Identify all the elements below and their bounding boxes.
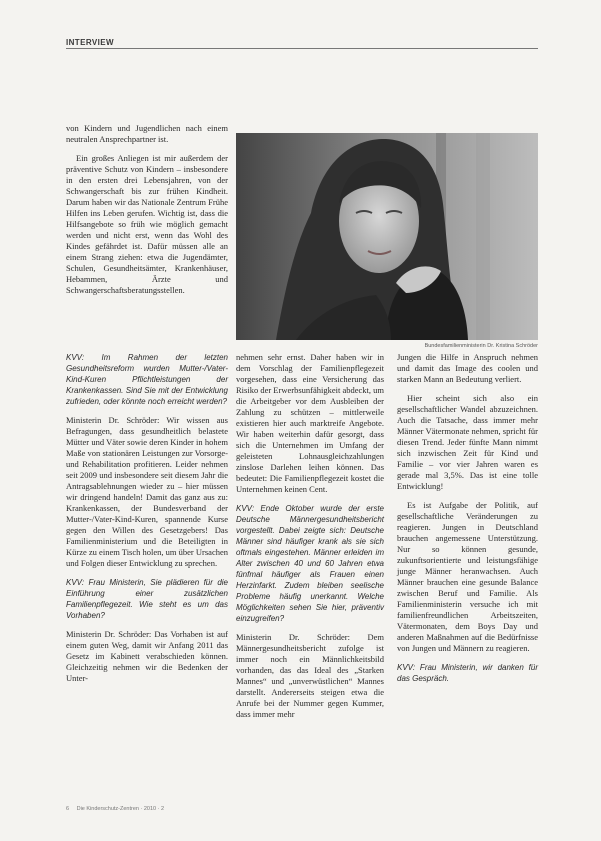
paragraph: von Kindern und Jugendlichen nach einem neutralen Ansprechpartner ist. (66, 123, 228, 144)
answer-text: Das Vorhaben ist auf einem guten Weg, damit wir Anfang 2011 das Gesetz im Kabinett verabschieden können. Gleichzeitig nehmen wir die Bedenken der Unter- (66, 629, 228, 683)
section-rubric: INTERVIEW (66, 38, 114, 47)
answer: Hier scheint sich also ein gesellschaftlicher Wandel abzuzeichnen. Auch die Tatsache, dass immer mehr Männer Vätermonate nehmen, spricht für diesen Trend. Jeder fünfte Mann nimmt sich inzwischen Zeit für Kind und Familie – vor vier Jahren waren es gerade mal 3,5%. Das ist eine tolle Entwicklung! (397, 393, 538, 491)
question: KVV: Im Rahmen der letzten Gesundheitsreform wurden Mutter-/Vater-Kind-Kuren Pflichtleistungen der Krankenkassen. Sind Sie mit der Entwicklung zufrieden, oder könnte noch erreicht werden? (66, 353, 228, 406)
answer (66, 415, 228, 569)
question: KVV: Frau Ministerin, Sie plädieren für die Einführung einer zusätzlichen Familienpflegezeit. Wie steht es um das Vorhaben? (66, 578, 228, 620)
photo-caption: Bundesfamilienministerin Dr. Kristina Schröder (424, 343, 538, 349)
column-2 (236, 352, 384, 728)
portrait-photo (236, 133, 538, 340)
column-1-bottom (66, 352, 228, 692)
speaker: Ministerin Dr. Schröder: (66, 415, 160, 425)
question: KVV: Ende Oktober wurde der erste Deutsche Männergesundheitsbericht vorgestellt. Dabei zeigte sich: Deutsche Männer sind häufiger krank als sie sich oftmals eingestehen. Männer erleiden im Alter zwischen 40 und 60 Jahren etwa fünfmal häufiger als Frauen einen Herzinfarkt. Zudem bleiben seelische Probleme häufig unerkannt. Welche Möglichkeiten sehen Sie hier, präventiv einzugreifen? (236, 504, 384, 623)
column-3 (397, 352, 538, 692)
paragraph: Ein großes Anliegen ist mir außerdem der präventive Schutz von Kindern – insbesondere in den ersten drei Lebensjahren, von der Schwangerschaft bis zur frühen Kindheit. Darum haben wir das Nationale Zentrum Frühe Hilfen ins Leben gerufen. Wichtig ist, dass die Hilfsangebote so früh wie möglich gemacht werden und nicht erst, wenn das Wohl des Kindes gefährdet ist. Dafür müssen alle an einem Strang ziehen: etwa die Jugendämter, Schulen, Gesundheitsämter, Krankenhäuser, Hebammen, Ärzte und Schwangerschaftsberatungsstellen. (66, 153, 228, 295)
answer-text: Wir wissen aus Befragungen, dass gesundheitlich belastete Mütter und Väter sowie deren Kinder in hohem Maße von stationären Leistungen zur Vorsorge- und Rehabilitation profitieren. Leider nehmen seit 2009 und insbesondere seit diesem Jahr die Antragsablehnungen wieder zu – hier müssen wir dringend handeln! Damit das ganz aus zu: Krankenkassen, der Bundesverband der Mutter-/Vater-Kind-Kuren, spannende Kurse gegen den Willen des Gesetzgebers! Das Familienministerium und die Beteiligten in Kürze zu einem Tisch holen, um über Ursachen und Folgen dieser Entwicklung zu sprechen. (66, 415, 228, 568)
answer: Es ist Aufgabe der Politik, auf gesellschaftliche Veränderungen zu reagieren. Jungen in Deutschland brauchen angemessene Unterstützung. Nur so können gesunde, zukunftsorientierte und leistungsfähige junge Männer heranwachsen. Auch Männer brauchen eine gesunde Balance zwischen Beruf und Familie. Als Familienministerin versuche ich mit familienfreundlichen Arbeitszeiten, Vätermonaten, dem Boys Day und anderen Maßnahmen auf die Bedürfnisse von Jungen und Männern zu reagieren. (397, 500, 538, 653)
page-number: 6 (66, 806, 70, 812)
answer (236, 632, 384, 720)
speaker: Ministerin Dr. Schröder: (236, 632, 351, 642)
portrait-photo-image (236, 133, 538, 340)
answer-text: Dem Männergesundheitsbericht zufolge ist immer noch ein Männlichkeitsbild vorhanden, das das Ideal des „Starken Mannes“ und „unverwüstlichen“ Mannes darstellt. Andererseits steigen etwa die Anrufe bei der Nummer gegen Kummer, dass immer mehr (236, 632, 384, 719)
header-rule (66, 48, 538, 49)
answer (66, 629, 228, 684)
speaker: Ministerin Dr. Schröder: (66, 629, 152, 639)
column-1-top (66, 123, 228, 304)
question: KVV: Frau Ministerin, wir danken für das Gespräch. (397, 663, 538, 683)
page-footer (66, 806, 164, 812)
answer: Jungen die Hilfe in Anspruch nehmen und damit das Image des coolen und starken Mann an Bedeutung verliert. (397, 352, 538, 384)
answer: nehmen sehr ernst. Daher haben wir in dem Vorschlag der Familienpflegezeit vorgesehen, dass eine Versicherung das Risiko der Erwerbsunfähigkeit abdeckt, um die Arbeitgeber vor dem Ausbleiben der Zahlung zu schützen – mittlerweile existieren hier auch marktreife Angebote. Wir haben weiterhin dafür gesorgt, dass sich die Unternehmen im Umfang der geleisteten Lohnausgleichzahlungen zinslose Darlehen leihen können. Das bedeutet: Die Familienpflegezeit kostet die Unternehmen keinen Cent. (236, 352, 385, 494)
footer-text: Die Kinderschutz-Zentren · 2010 · 2 (76, 806, 165, 812)
